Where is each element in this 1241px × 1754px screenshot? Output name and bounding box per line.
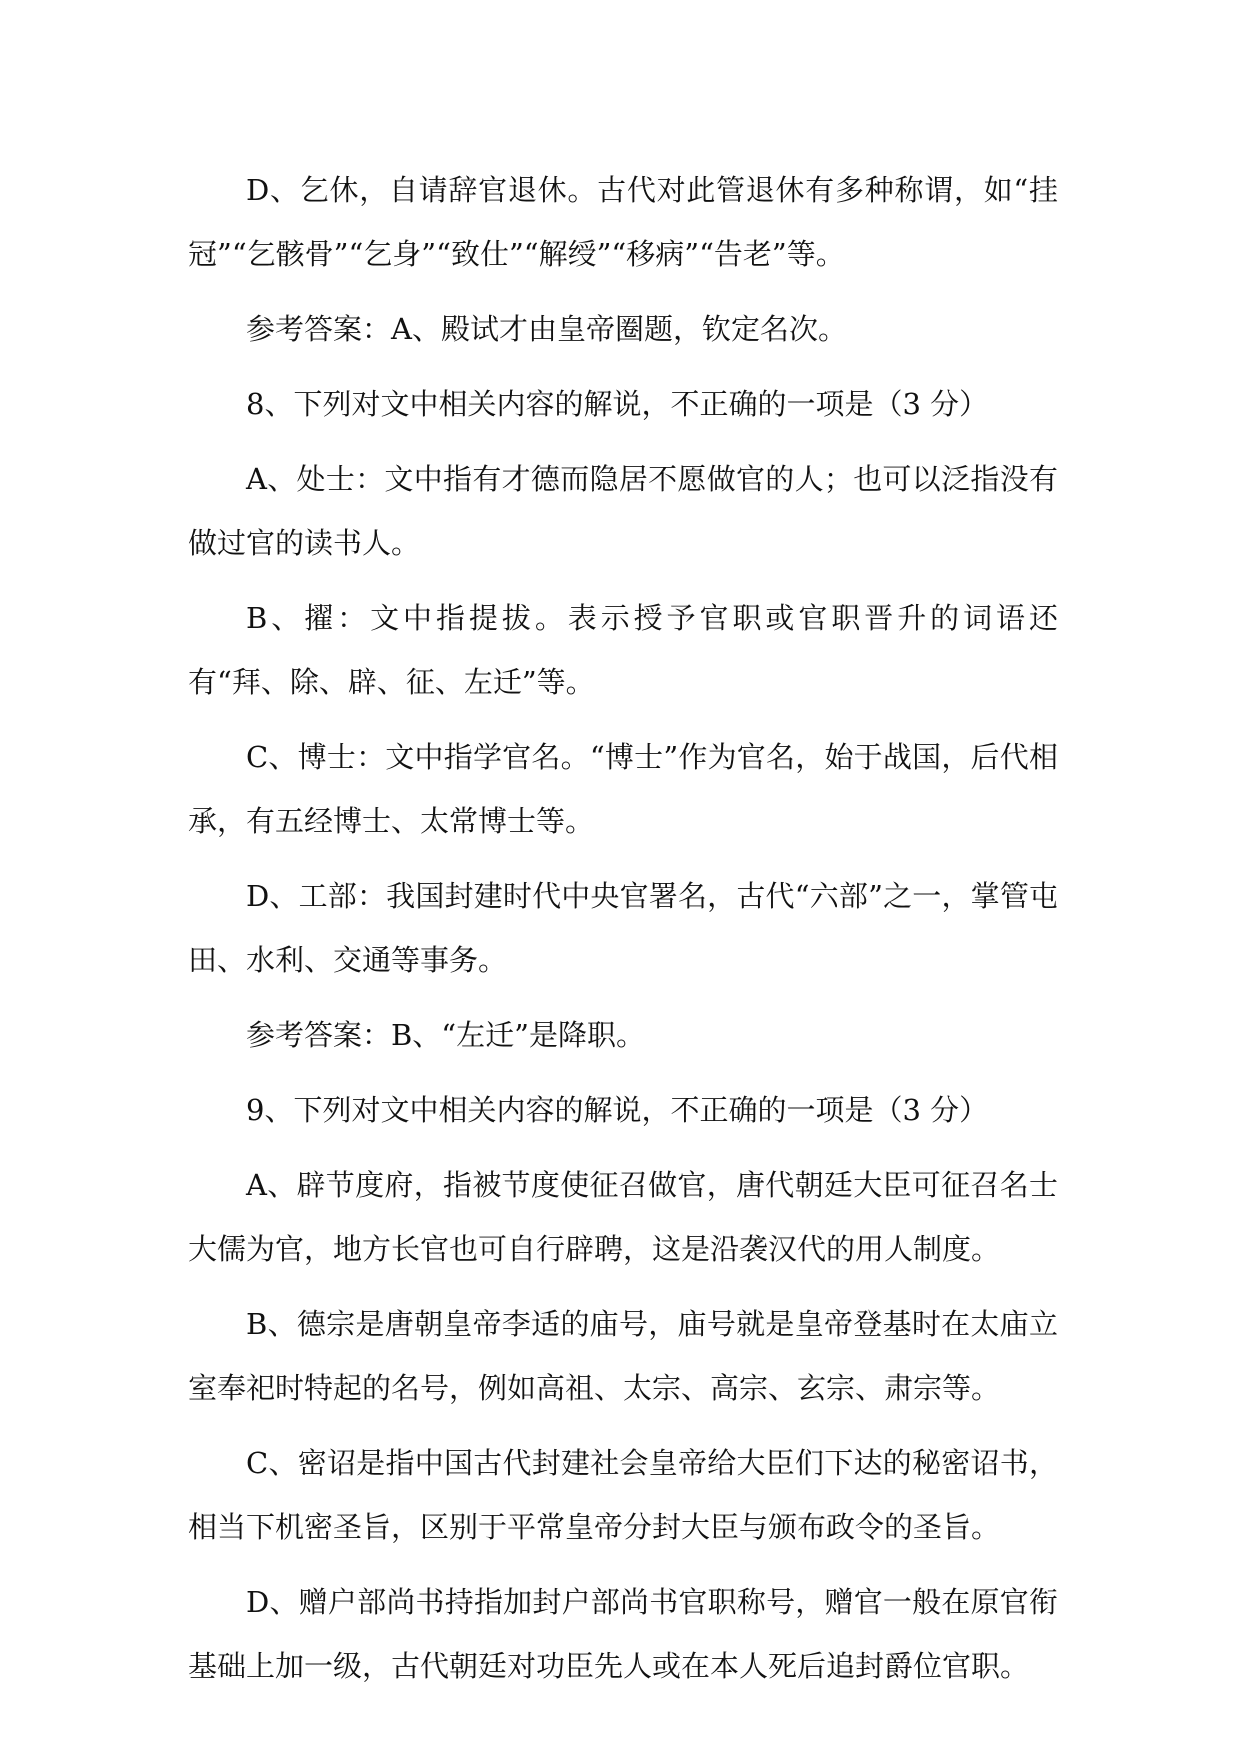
q8-option-d: D、工部：我国封建时代中央官署名，古代“六部”之一，掌管屯田、水利、交通等事务。 (188, 879, 1058, 977)
question-9: 9、下列对文中相关内容的解说，不正确的一项是（3 分） (246, 1093, 989, 1127)
answer-q7: 参考答案：A、殿试才由皇帝圈题，钦定名次。 (246, 312, 847, 346)
document-body (188, 158, 1058, 1709)
q8-option-a: A、处士：文中指有才德而隐居不愿做官的人；也可以泛指没有做过官的读书人。 (188, 462, 1058, 560)
q9-option-b: B、德宗是唐朝皇帝李适的庙号，庙号就是皇帝登基时在太庙立室奉祀时特起的名号，例如高祖、太宗、高宗、玄宗、肃宗等。 (188, 1307, 1058, 1405)
q8-option-b: B、擢：文中指提拔。表示授予官职或官职晋升的词语还有“拜、除、辟、征、左迁”等。 (188, 601, 1058, 699)
answer-q8: 参考答案：B、“左迁”是降职。 (246, 1018, 645, 1052)
q8-option-c: C、博士：文中指学官名。“博士”作为官名，始于战国，后代相承，有五经博士、太常博士等。 (188, 740, 1058, 838)
q9-option-a: A、辟节度府，指被节度使征召做官，唐代朝廷大臣可征召名士大儒为官，地方长官也可自行辟聘，这是沿袭汉代的用人制度。 (188, 1168, 1058, 1266)
question-8: 8、下列对文中相关内容的解说，不正确的一项是（3 分） (246, 387, 989, 421)
q9-option-d: D、赠户部尚书持指加封户部尚书官职称号，赠官一般在原官衔基础上加一级，古代朝廷对功臣先人或在本人死后追封爵位官职。 (188, 1585, 1058, 1683)
option-d-qixiu: D、乞休，自请辞官退休。古代对此管退休有多种称谓，如“挂冠”“乞骸骨”“乞身”“致仕”“解绶”“移病”“告老”等。 (188, 173, 1058, 271)
q9-option-c: C、密诏是指中国古代封建社会皇帝给大臣们下达的秘密诏书，相当下机密圣旨，区别于平常皇帝分封大臣与颁布政令的圣旨。 (188, 1446, 1058, 1544)
